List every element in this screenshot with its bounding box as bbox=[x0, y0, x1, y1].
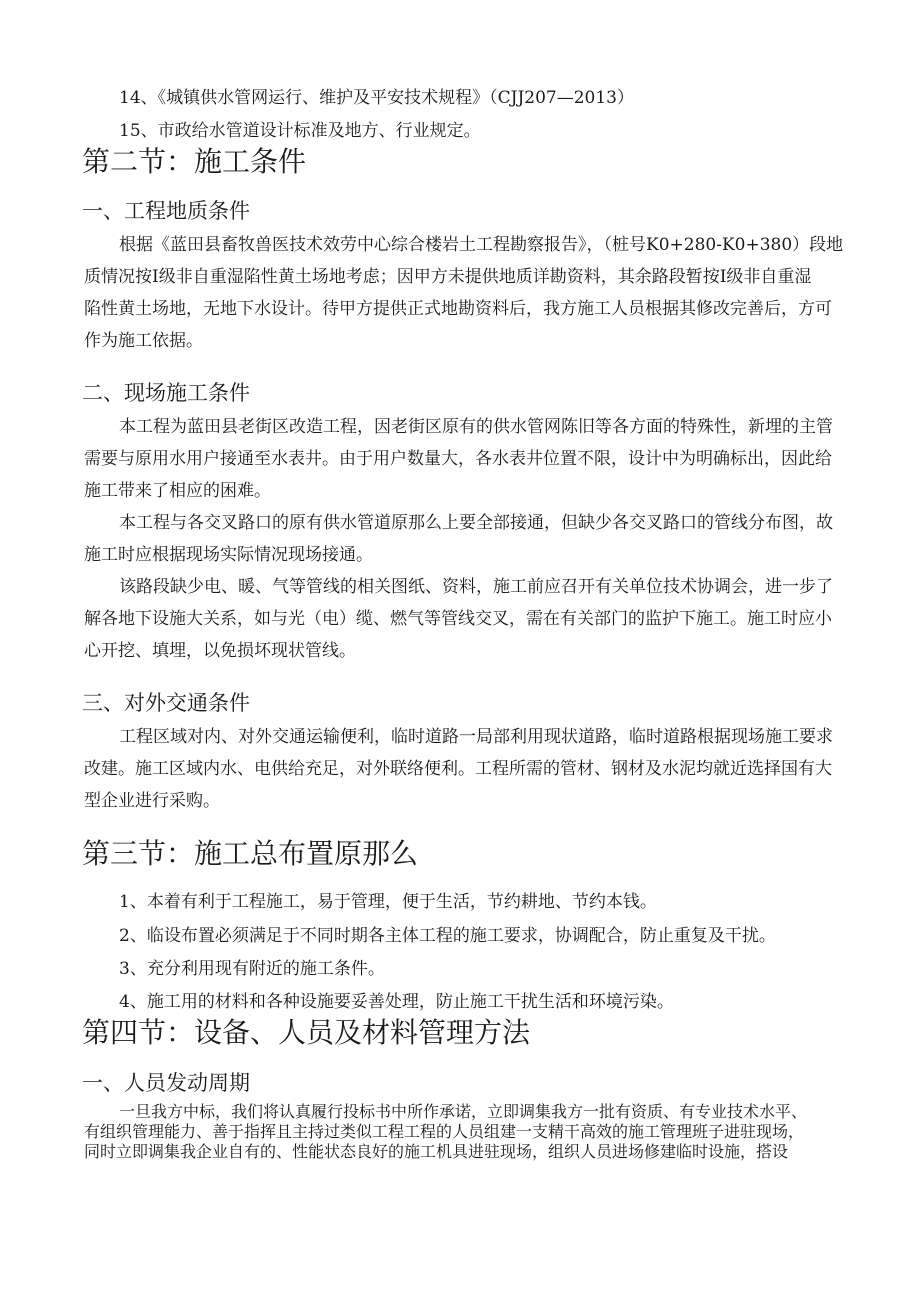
paragraph-line: 改建。施工区域内水、电供给充足，对外联络便利。工程所需的管材、钢材及水泥均就近选择国有大 bbox=[84, 759, 832, 779]
paragraph-line: 本工程为蓝田县老街区改造工程，因老街区原有的供水管网陈旧等各方面的特殊性，新埋的主管 bbox=[119, 417, 833, 437]
paragraph-line: 解各地下设施大关系，如与光（电）缆、燃气等管线交叉，需在有关部门的监护下施工。施工时应小 bbox=[84, 609, 832, 629]
list-item: 3、充分利用现有附近的施工条件。 bbox=[119, 959, 385, 979]
list-item: 2、临设布置必须满足于不同时期各主体工程的施工要求，协调配合，防止重复及干扰。 bbox=[119, 926, 776, 946]
list-item: 4、施工用的材料和各种设施要妥善处理，防止施工干扰生活和环境污染。 bbox=[119, 992, 674, 1012]
paragraph-line: 作为施工依据。 bbox=[84, 331, 203, 351]
paragraph-line: 施工时应根据现场实际情况现场接通。 bbox=[84, 545, 373, 565]
subsection-traffic-heading: 三、对外交通条件 bbox=[82, 691, 250, 715]
paragraph-line: 陷性黄土场地，无地下水设计。待甲方提供正式地勘资料后，我方施工人员根据其修改完善后，方可 bbox=[84, 299, 832, 319]
section-4-title: 第四节：设备、人员及材料管理方法 bbox=[82, 1016, 531, 1049]
paragraph-line: 有组织管理能力、善于指挥且主持过类似工程工程的人员组建一支精干高效的施工管理班子进驻现场， bbox=[84, 1122, 805, 1141]
paragraph-line: 心开挖、填埋，以免损坏现状管线。 bbox=[84, 641, 356, 661]
paragraph-line: 同时立即调集我企业自有的、性能状态良好的施工机具进驻现场，组织人员进场修建临时设施，搭设 bbox=[84, 1142, 789, 1161]
paragraph-line: 型企业进行采购。 bbox=[84, 791, 220, 811]
subsection-site-heading: 二、现场施工条件 bbox=[82, 381, 250, 405]
subsection-personnel-heading: 一、人员发动周期 bbox=[82, 1071, 250, 1095]
section-2-title: 第二节：施工条件 bbox=[82, 145, 307, 178]
section-3-title: 第三节：施工总布置原那么 bbox=[82, 837, 419, 870]
paragraph-line: 施工带来了相应的困难。 bbox=[84, 481, 271, 501]
paragraph-line: 需要与原用水用户接通至水表井。由于用户数量大，各水表井位置不限，设计中为明确标出，因此给 bbox=[84, 449, 832, 469]
list-item: 1、本着有利于工程施工，易于管理，便于生活，节约耕地、节约本钱。 bbox=[119, 892, 657, 912]
paragraph-line: 工程区域对内、对外交通运输便利，临时道路一局部利用现状道路，临时道路根据现场施工要求 bbox=[119, 727, 833, 747]
paragraph-line: 一旦我方中标，我们将认真履行投标书中所作承诺，立即调集我方一批有资质、有专业技术水平、 bbox=[119, 1102, 808, 1121]
reference-item-15: 15、市政给水管道设计标准及地方、行业规定。 bbox=[119, 121, 481, 141]
reference-item-14: 14、《城镇供水管网运行、维护及平安技术规程》（CJJ207—2013） bbox=[119, 88, 634, 108]
paragraph-line: 质情况按Ⅰ级非自重湿陷性黄土场地考虑；因甲方未提供地质详勘资料，其余路段暂按Ⅰ级非自重湿 bbox=[84, 267, 812, 287]
paragraph-line: 该路段缺少电、暖、气等管线的相关图纸、资料，施工前应召开有关单位技术协调会，进一步了 bbox=[119, 577, 833, 597]
subsection-geology-heading: 一、工程地质条件 bbox=[82, 199, 250, 223]
paragraph-line: 本工程与各交叉路口的原有供水管道原那么上要全部接通，但缺少各交叉路口的管线分布图，故 bbox=[119, 513, 833, 533]
paragraph-line: 根据《蓝田县畜牧兽医技术效劳中心综合楼岩土工程勘察报告》，（桩号K0+280-K0+380）段地 bbox=[119, 235, 844, 255]
